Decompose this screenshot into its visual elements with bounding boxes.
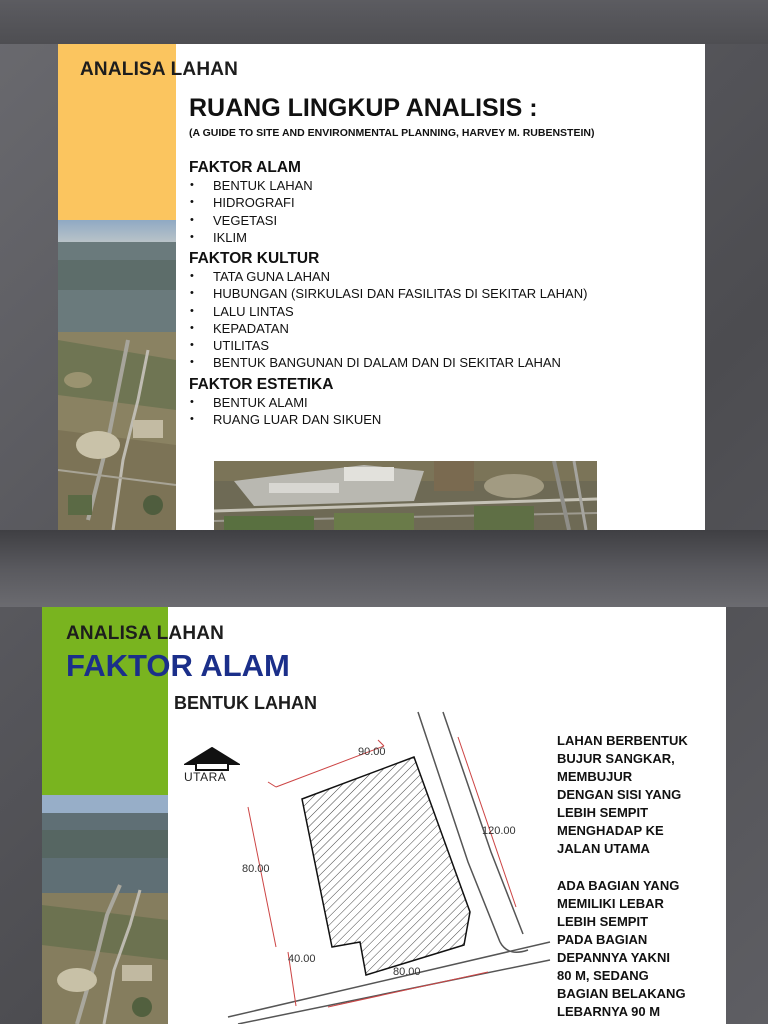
aerial-photo-airport [214, 461, 597, 530]
description-line: LAHAN BERBENTUK [557, 733, 688, 748]
description-line: MENGHADAP KE [557, 823, 664, 838]
slide-header: ANALISA LAHAN [80, 59, 239, 80]
description-line: DENGAN SISI YANG [557, 787, 682, 802]
bullet-item: • UTILITAS [189, 337, 587, 354]
bullet-item: • TATA GUNA LAHAN [189, 268, 587, 285]
description-line: LEBIH SEMPIT [557, 914, 649, 929]
dimension-right: 120.00 [482, 825, 516, 837]
description-line: MEMILIKI LEBAR [557, 896, 664, 911]
description-paragraph-1 [557, 732, 722, 858]
slide-title: FAKTOR ALAM [66, 648, 290, 683]
description-line: PADA BAGIAN [557, 932, 648, 947]
description-line: BAGIAN BELAKANG [557, 986, 686, 1001]
description-line: ADA BAGIAN YANG [557, 878, 680, 893]
description-line: BUJUR SANGKAR, [557, 751, 675, 766]
description-line: LEBARNYA 90 M [557, 1004, 661, 1019]
section-faktor-estetika [189, 375, 381, 429]
north-label: UTARA [184, 770, 227, 784]
background-band-top [0, 0, 768, 44]
bullet-item: • LALU LINTAS [189, 303, 587, 320]
slide-title: RUANG LINGKUP ANALISIS : [189, 94, 538, 122]
bullet-item: • RUANG LUAR DAN SIKUEN [189, 411, 381, 428]
section-faktor-kultur [189, 249, 587, 372]
dimension-left: 80.00 [242, 863, 270, 875]
description-paragraph-2 [557, 877, 722, 1021]
dimension-top: 90.00 [358, 746, 386, 758]
dimension-notch: 40.00 [288, 953, 316, 965]
description-line: JALAN UTAMA [557, 841, 650, 856]
bullet-item: • BENTUK BANGUNAN DI DALAM DAN DI SEKITAR LAHAN [189, 354, 587, 371]
section-heading: FAKTOR ALAM [189, 159, 301, 176]
site-plan-diagram [228, 712, 550, 1024]
bullet-item: • BENTUK ALAMI [189, 394, 381, 411]
description-line: 80 M, SEDANG [557, 968, 649, 983]
description-line: LEBIH SEMPIT [557, 805, 649, 820]
slide-2 [42, 607, 726, 1024]
bullet-item: • VEGETASI [189, 212, 313, 229]
citation: (A GUIDE TO SITE AND ENVIRONMENTAL PLANNING, HARVEY M. RUBENSTEIN) [189, 127, 595, 139]
bullet-item: • HUBUNGAN (SIRKULASI DAN FASILITAS DI SEKITAR LAHAN) [189, 285, 587, 302]
slide-1 [58, 44, 705, 530]
slide-header: ANALISA LAHAN [66, 623, 225, 644]
bullet-item: • BENTUK LAHAN [189, 177, 313, 194]
description-line: DEPANNYA YAKNI [557, 950, 670, 965]
slide-subtitle: BENTUK LAHAN [174, 693, 317, 713]
bullet-item: • IKLIM [189, 229, 313, 246]
section-faktor-alam [189, 158, 313, 246]
section-heading: FAKTOR ESTETIKA [189, 376, 334, 393]
background-band-middle [0, 530, 768, 607]
dimension-bottom: 80.00 [393, 966, 421, 978]
bullet-item: • HIDROGRAFI [189, 194, 313, 211]
description-line: MEMBUJUR [557, 769, 633, 784]
aerial-photo-strip [42, 795, 168, 1024]
bullet-item: • KEPADATAN [189, 320, 587, 337]
section-heading: FAKTOR KULTUR [189, 250, 320, 267]
aerial-photo-strip [58, 220, 176, 530]
